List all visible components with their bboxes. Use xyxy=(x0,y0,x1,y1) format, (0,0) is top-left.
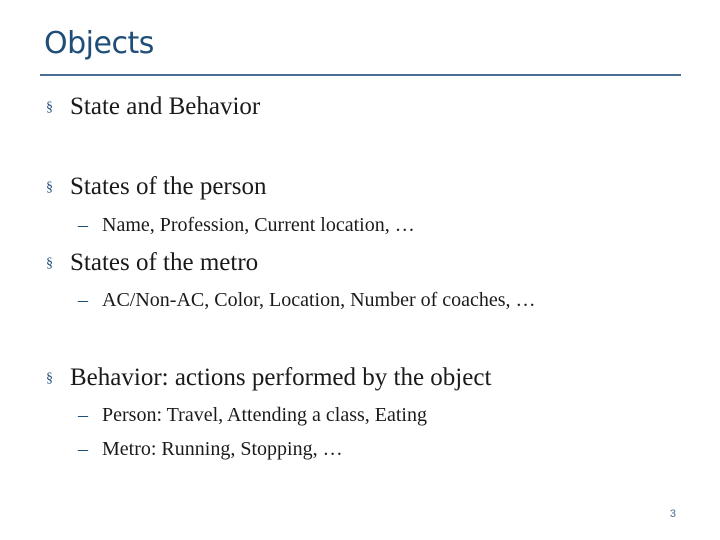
bullet-marker: § xyxy=(46,100,53,115)
sub-bullet-metro-states xyxy=(78,289,536,312)
sub-bullet-marker: – xyxy=(78,438,88,460)
bullet-text: States of the person xyxy=(70,173,267,200)
bullet-marker: § xyxy=(46,256,53,271)
sub-bullet-marker: – xyxy=(78,214,88,236)
bullet-text: State and Behavior xyxy=(70,93,261,120)
bullet-marker: § xyxy=(46,180,53,195)
slide-title: Objects xyxy=(44,26,154,61)
sub-bullet-text: AC/Non-AC, Color, Location, Number of coaches, … xyxy=(102,289,536,311)
page-number: 3 xyxy=(669,508,676,520)
sub-bullet-text: Metro: Running, Stopping, … xyxy=(102,438,343,460)
sub-bullet-metro-behavior xyxy=(78,438,343,461)
bullet-text: Behavior: actions performed by the object xyxy=(70,364,492,391)
bullet-states-metro xyxy=(46,249,258,277)
sub-bullet-person-states xyxy=(78,214,415,237)
bullet-state-behavior xyxy=(46,93,260,121)
bullet-marker: § xyxy=(46,371,53,386)
sub-bullet-text: Person: Travel, Attending a class, Eating xyxy=(102,404,427,426)
title-divider xyxy=(40,74,681,76)
sub-bullet-marker: – xyxy=(78,289,88,311)
sub-bullet-text: Name, Profession, Current location, … xyxy=(102,214,415,236)
sub-bullet-person-behavior xyxy=(78,404,427,427)
bullet-text: States of the metro xyxy=(70,249,259,276)
bullet-behavior xyxy=(46,364,491,392)
bullet-states-person xyxy=(46,173,266,201)
sub-bullet-marker: – xyxy=(78,404,88,426)
